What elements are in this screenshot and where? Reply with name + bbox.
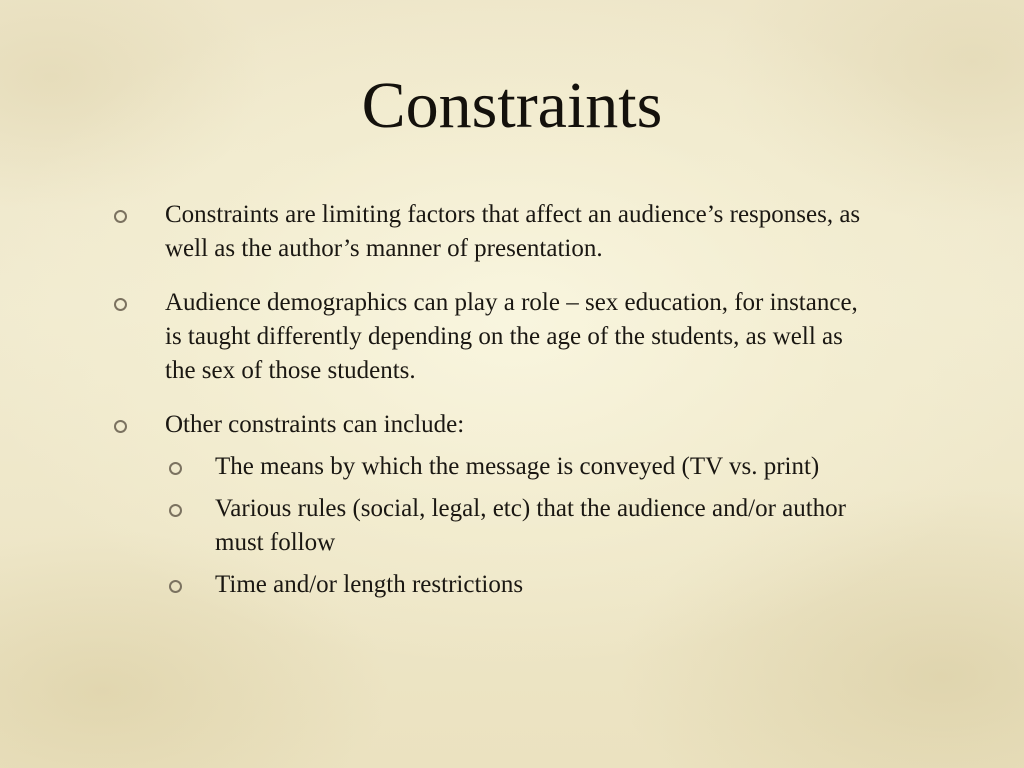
hollow-circle-bullet-icon — [169, 504, 182, 517]
bullet-text: Constraints are limiting factors that affect an audience’s responses, as well as the author’s manner of presentation. — [165, 201, 861, 262]
sub-bullet-text: Various rules (social, legal, etc) that the audience and/or author must follow — [215, 495, 847, 556]
slide-title: Constraints — [361, 69, 663, 142]
bullet-item — [110, 408, 870, 602]
bullet-text: Other constraints can include: — [165, 411, 465, 438]
sub-bullet-text: The means by which the message is conveyed (TV vs. print) — [215, 453, 820, 480]
sub-bullet-item — [165, 568, 870, 602]
bullet-list — [110, 198, 870, 622]
hollow-circle-bullet-icon — [114, 298, 127, 311]
hollow-circle-bullet-icon — [169, 462, 182, 475]
hollow-circle-bullet-icon — [114, 420, 127, 433]
bullet-item — [110, 286, 870, 388]
hollow-circle-bullet-icon — [169, 580, 182, 593]
bullet-item — [110, 198, 870, 266]
sub-bullet-text: Time and/or length restrictions — [215, 571, 524, 598]
bullet-text: Audience demographics can play a role – sex education, for instance, is taught differently depending on the age of the students, as well as the sex of those students. — [165, 289, 858, 384]
sub-bullet-item — [165, 492, 870, 560]
sub-bullet-list — [165, 450, 870, 602]
sub-bullet-item — [165, 450, 870, 484]
hollow-circle-bullet-icon — [114, 210, 127, 223]
